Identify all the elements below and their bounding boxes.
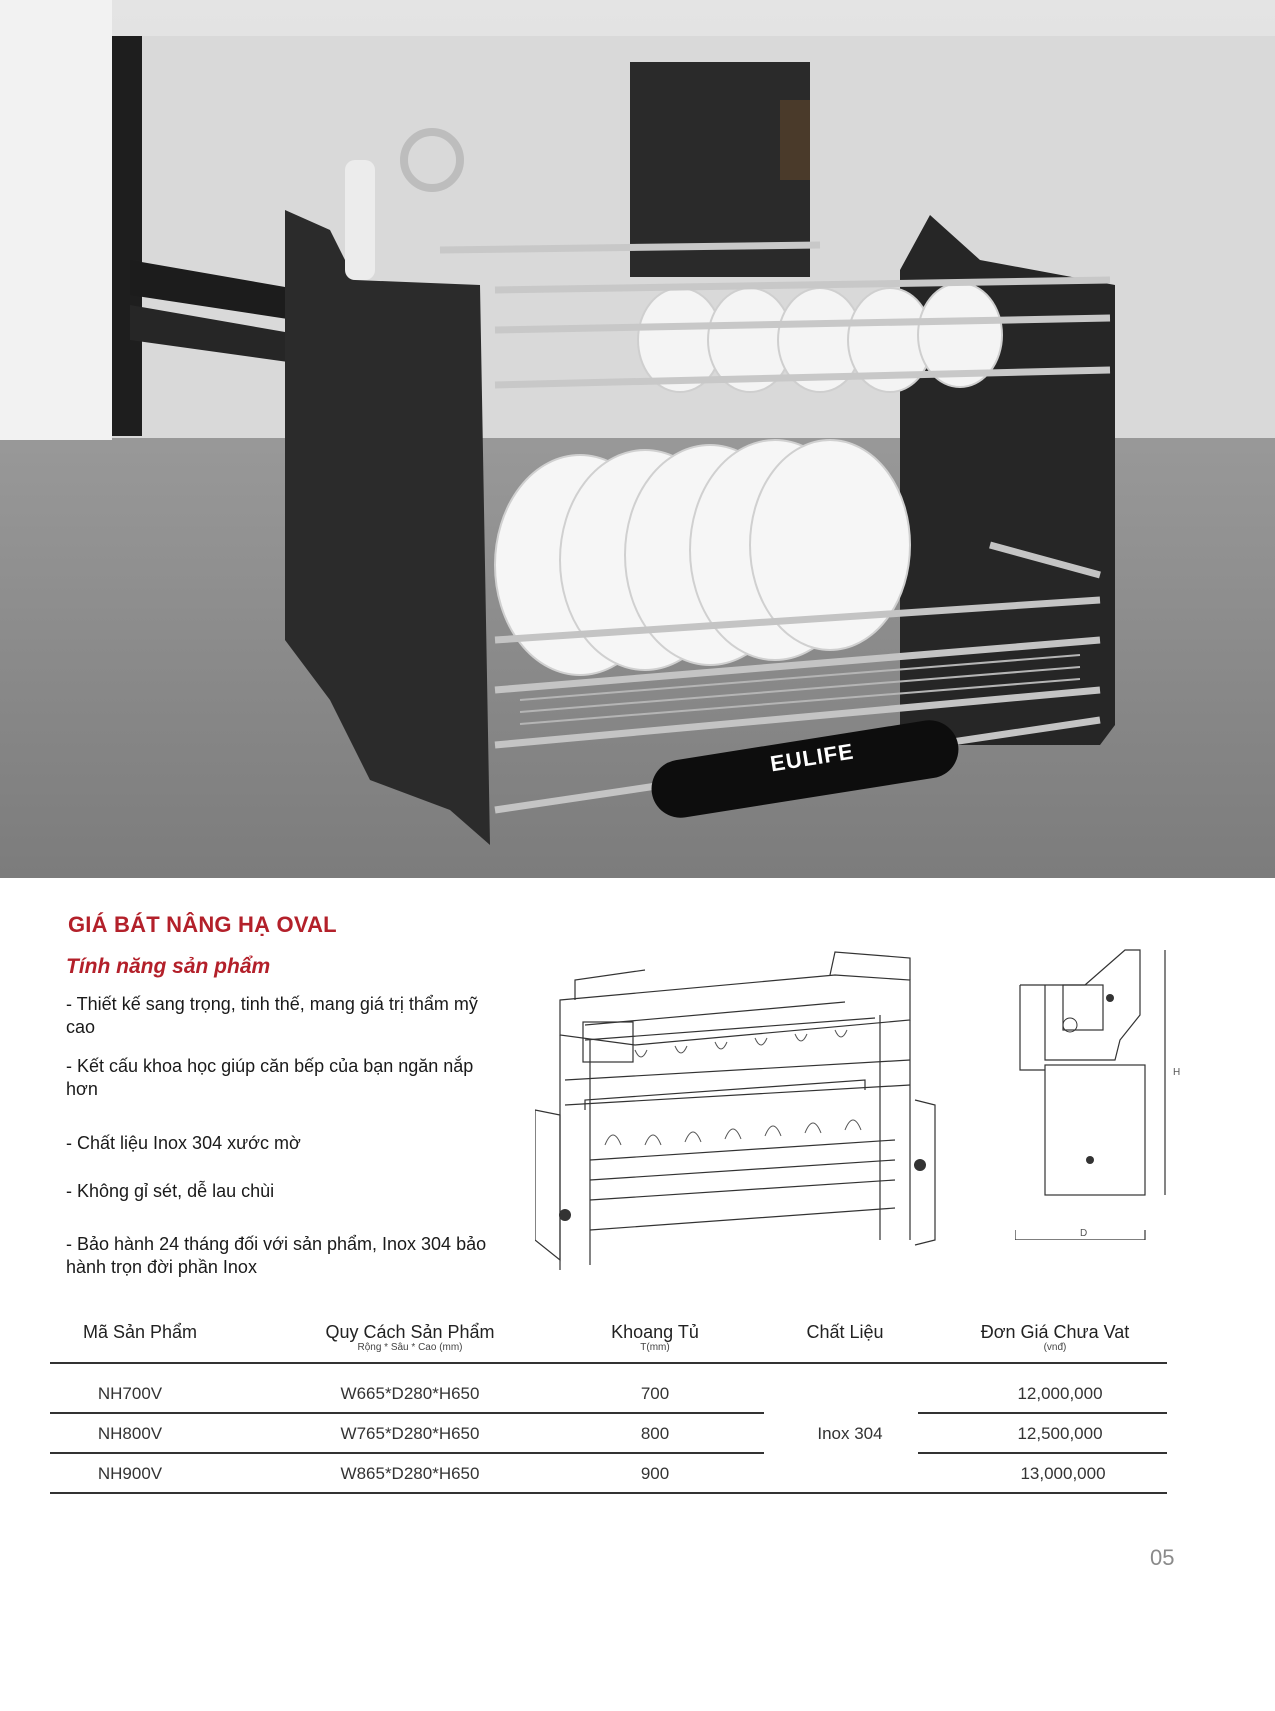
features-heading: Tính năng sản phẩm (66, 955, 271, 978)
cell-price: 13,000,000 (1020, 1464, 1106, 1483)
table-row-rule (50, 1452, 764, 1454)
cell-spec: W865*D280*H650 (340, 1464, 480, 1483)
feature-item: - Bảo hành 24 tháng đối với sản phẩm, Inox 304 bảo hành trọn đời phần Inox (66, 1234, 487, 1277)
product-title: GIÁ BÁT NÂNG HẠ OVAL (68, 912, 337, 937)
table-header-price: Đơn Giá Chưa Vat (vnđ) (940, 1322, 1170, 1353)
table-bottom-rule (50, 1492, 1167, 1494)
cell-spec: W665*D280*H650 (340, 1384, 480, 1403)
table-row-rule (50, 1412, 764, 1414)
side-view-drawing (1015, 940, 1185, 1240)
cell-price: 12,000,000 (1017, 1384, 1103, 1403)
cell-cabinet: 900 (640, 1464, 670, 1483)
table-header-rule (50, 1362, 1167, 1364)
feature-item: - Chất liệu Inox 304 xước mờ (66, 1133, 301, 1153)
cell-cabinet: 800 (640, 1424, 670, 1443)
cell-code: NH700V (97, 1384, 163, 1403)
table-row-rule (918, 1452, 1167, 1454)
table-header-material: Chất Liệu (806, 1322, 884, 1342)
cell-code: NH900V (97, 1464, 163, 1483)
table-row-rule (918, 1412, 1167, 1414)
table-header-cabinet: Khoang Tủ T(mm) (580, 1322, 730, 1353)
feature-item: - Không gỉ sét, dễ lau chùi (66, 1181, 275, 1201)
depth-dimension-label: D (1080, 1228, 1088, 1239)
feature-item: - Thiết kế sang trọng, tinh thế, mang giá trị thẩm mỹ cao (66, 994, 478, 1037)
height-dimension-label: H (1173, 1067, 1181, 1078)
table-subheader-price: (vnđ) (1043, 1342, 1067, 1353)
cell-price: 12,500,000 (1017, 1424, 1103, 1443)
feature-item: - Kết cấu khoa học giúp căn bếp của bạn ngăn nắp hơn (66, 1056, 474, 1099)
table-subheader-cabinet: T(mm) (640, 1342, 670, 1353)
page-number: 05 (1150, 1545, 1175, 1570)
table-header-spec: Quy Cách Sản Phẩm Rộng * Sâu * Cao (mm) (290, 1322, 530, 1353)
cell-cabinet: 700 (640, 1384, 670, 1403)
table-header-code: Mã Sản Phẩm (82, 1322, 198, 1342)
cell-material: Inox 304 (817, 1424, 883, 1443)
perspective-drawing (535, 940, 985, 1280)
cell-spec: W765*D280*H650 (340, 1424, 480, 1443)
cell-code: NH800V (97, 1424, 163, 1443)
brand-label: EULIFE (768, 738, 856, 777)
table-subheader-spec: Rộng * Sâu * Cao (mm) (357, 1342, 463, 1353)
